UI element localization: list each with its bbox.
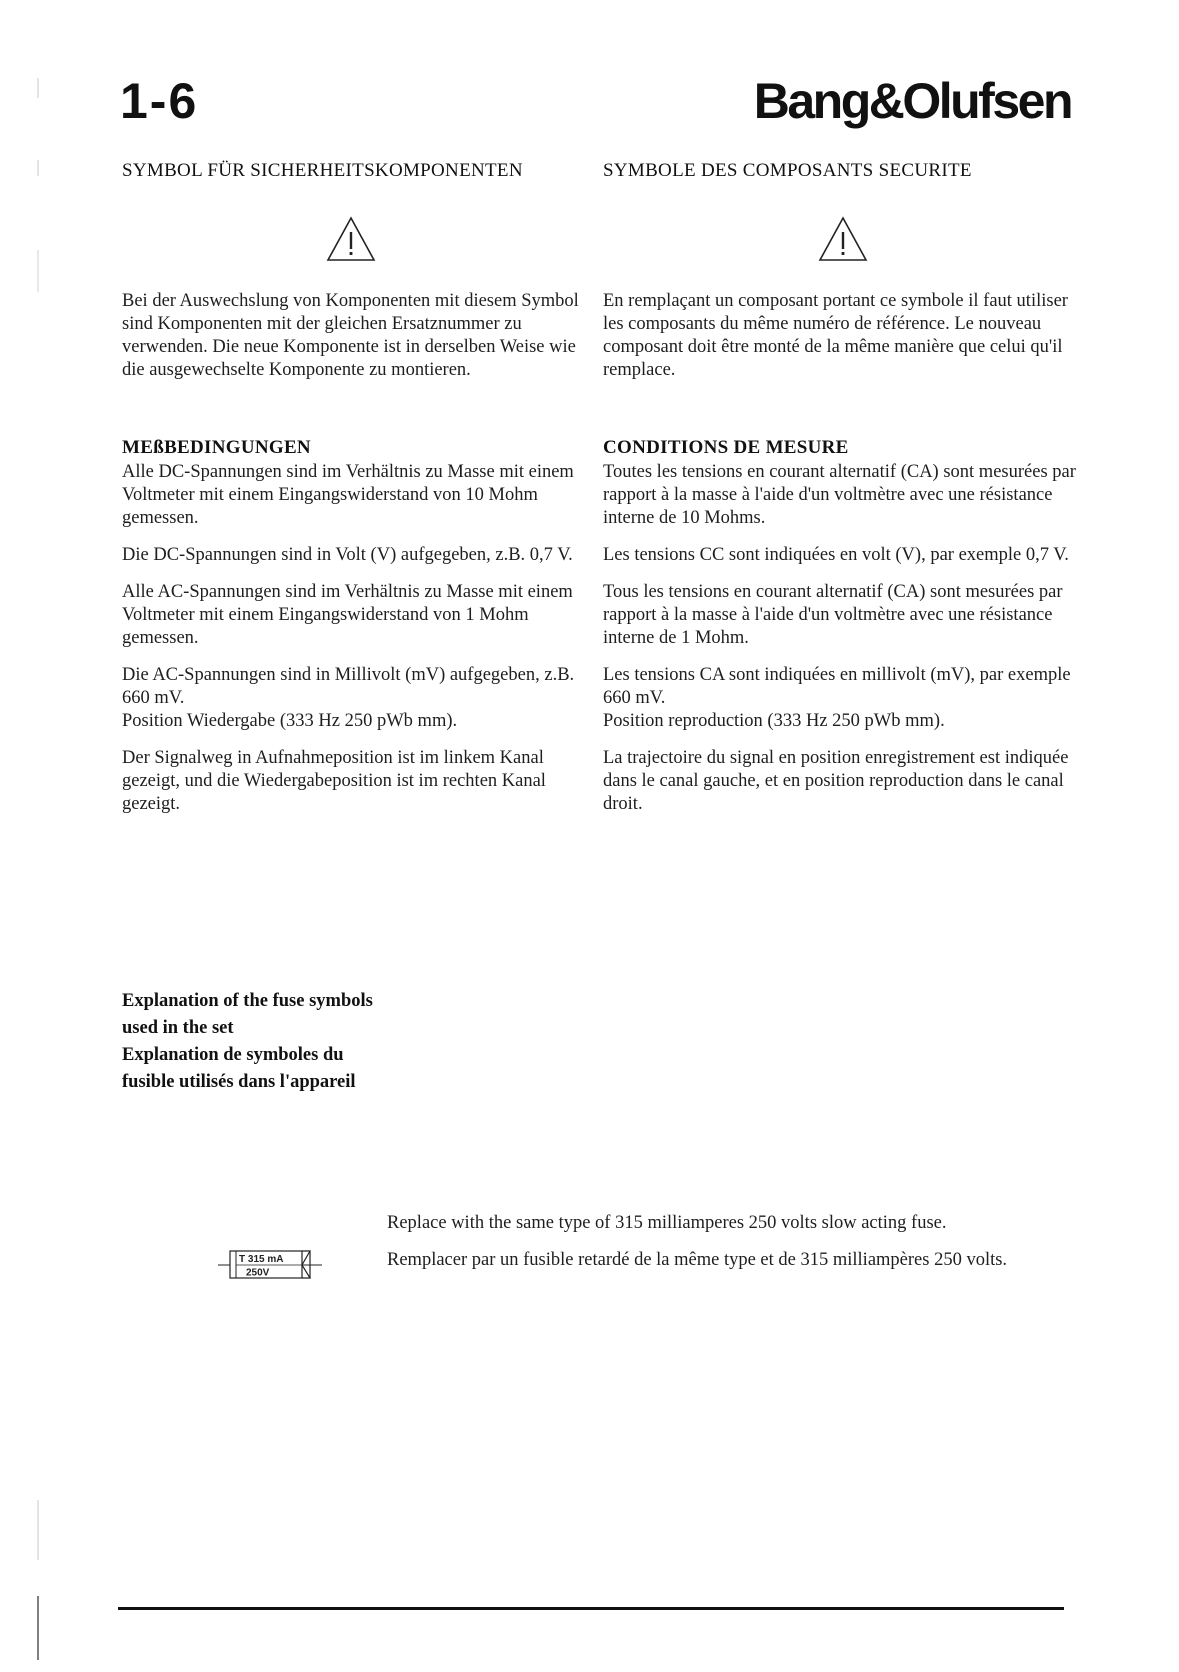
fuse-title-line: Explanation de symboles du: [122, 1045, 344, 1065]
fuse-rating-label: T 315 mA: [239, 1254, 284, 1265]
left-safety-section: [122, 160, 592, 182]
left-measure-section: [122, 437, 592, 816]
right-measure-p5: La trajectoire du signal en position enregistrement est indiquée dans le canal gauche, et en position reproduction dans le canal droit.: [603, 748, 1069, 814]
fuse-title-line: Explanation of the fuse symbols: [122, 991, 373, 1011]
left-measure-p5: Der Signalweg in Aufnahmeposition ist im linkem Kanal gezeigt, und die Wiedergabeposition ist im rechten Kanal gezeigt.: [122, 748, 546, 814]
right-measure-p3: Tous les tensions en courant alternatif (CA) sont mesurées par rapport à la masse à l'aide d'un voltmètre avec une résistance interne de 1 Mohm.: [603, 582, 1063, 648]
right-safety-text: En remplaçant un composant portant ce symbole il faut utiliser les composants du même numéro de référence. Le nouveau composant doit être monté de la même manière que celui qu'il remplace.: [603, 291, 1068, 380]
left-measure-p2: Die DC-Spannungen sind in Volt (V) aufgegeben, z.B. 0,7 V.: [122, 545, 573, 565]
warning-triangle-icon: [325, 215, 377, 263]
margin-marks: [36, 0, 40, 1672]
right-measure-heading: CONDITIONS DE MESURE: [603, 437, 849, 458]
right-measure-section: [603, 437, 1083, 816]
right-measure-p1: Toutes les tensions en courant alternatif (CA) sont mesurées par rapport à la masse à l'aide d'un voltmètre avec une résistance interne de 10 Mohms.: [603, 462, 1076, 528]
left-safety-heading: SYMBOL FÜR SICHERHEITSKOMPONENTEN: [122, 160, 523, 181]
right-safety-section: [603, 160, 1083, 182]
right-measure-p4b: Position reproduction (333 Hz 250 pWb mm).: [603, 711, 945, 731]
left-measure-p1: Alle DC-Spannungen sind im Verhältnis zu Masse mit einem Voltmeter mit einem Eingangswiderstand von 10 Mohm gemessen.: [122, 462, 574, 528]
left-measure-p3: Alle AC-Spannungen sind im Verhältnis zu Masse mit einem Voltmeter mit einem Eingangswiderstand von 1 Mohm gemessen.: [122, 582, 573, 648]
right-safety-heading: SYMBOLE DES COMPOSANTS SECURITE: [603, 160, 972, 181]
fuse-text-english: Replace with the same type of 315 milliamperes 250 volts slow acting fuse.: [387, 1213, 947, 1233]
fuse-voltage-label: 250V: [246, 1267, 270, 1279]
left-measure-p4a: Die AC-Spannungen sind in Millivolt (mV) aufgegeben, z.B. 660 mV.: [122, 665, 575, 708]
right-measure-p4a: Les tensions CA sont indiquées en millivolt (mV), par exemple 660 mV.: [603, 665, 1071, 708]
fuse-title-line: used in the set: [122, 1018, 234, 1038]
fuse-title-line: fusible utilisés dans l'appareil: [122, 1072, 356, 1092]
warning-triangle-icon: [817, 215, 869, 263]
left-measure-p4b: Position Wiedergabe (333 Hz 250 pWb mm).: [122, 711, 458, 731]
bottom-rule: [118, 1607, 1064, 1610]
brand-logo: Bang&Olufsen: [753, 73, 1071, 129]
fuse-titles: [122, 988, 373, 1096]
fuse-text-french: Remplacer par un fusible retardé de la même type et de 315 milliampères 250 volts.: [387, 1250, 1008, 1270]
fuse-text-block: [387, 1212, 1027, 1272]
left-safety-text-block: [122, 290, 592, 382]
right-measure-p2: Les tensions CC sont indiquées en volt (V), par exemple 0,7 V.: [603, 545, 1069, 565]
left-measure-heading: MEßBEDINGUNGEN: [122, 437, 311, 458]
fuse-symbol-icon: [218, 1247, 324, 1283]
left-safety-text: Bei der Auswechslung von Komponenten mit diesem Symbol sind Komponenten mit der gleichen Ersatznummer zu verwenden. Die neue Komponente ist in derselben Weise wie die ausgewechselte Komponente zu montieren.: [122, 291, 579, 380]
right-safety-text-block: [603, 290, 1083, 382]
page-number: 1-6: [120, 73, 199, 129]
